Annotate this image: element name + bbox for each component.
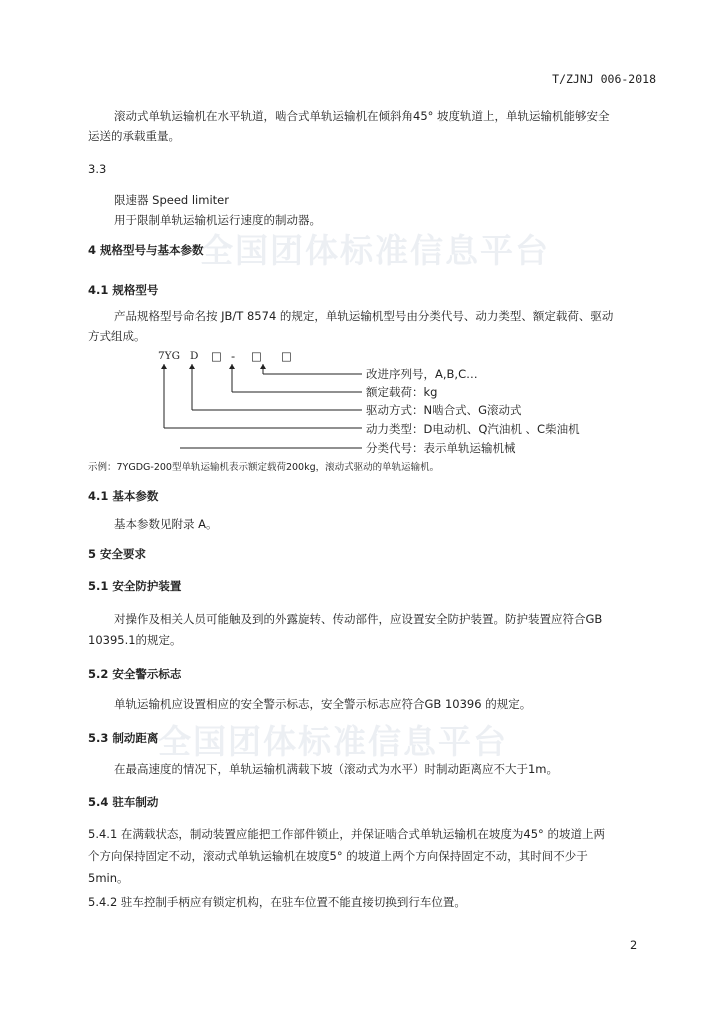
- section-5-1-line2: 10395.1的规定。: [88, 633, 182, 647]
- para-top-line1: 滚动式单轨运输机在水平轨道，啮合式单轨运输机在倾斜角45° 坡度轨道上，单轨运输机能够安全: [114, 109, 610, 123]
- section-5-2-title: 5.2 安全警示标志: [88, 667, 182, 681]
- section-5-4-1-line3: 5min。: [88, 871, 129, 885]
- code-part-load: □: [251, 349, 262, 363]
- section-3-3-term: 限速器 Speed limiter: [114, 193, 229, 207]
- section-5-4-1-line2: 个方向保持固定不动，滚动式单轨运输机在坡度5° 的坡道上两个方向保持固定不动，其时间不少于: [88, 849, 588, 863]
- section-5-3-title: 5.3 制动距离: [88, 731, 159, 745]
- label-drive-mode: 驱动方式：N啮合式、G滚动式: [366, 403, 522, 417]
- section-5-4-2: 5.4.2 驻车控制手柄应有锁定机构，在驻车位置不能直接切换到行车位置。: [88, 895, 466, 909]
- label-classification: 分类代号：表示单轨运输机械: [366, 441, 516, 455]
- code-part-drive: □: [211, 349, 222, 363]
- model-example-note: 示例：7YGDG-200型单轨运输机表示额定载荷200kg，滚动式驱动的单轨运输机。: [88, 462, 440, 473]
- code-part-series: □: [281, 349, 292, 363]
- para-top-line2: 运送的承载重量。: [88, 129, 180, 143]
- arrow-drive: [189, 364, 195, 369]
- label-rated-load: 额定载荷：kg: [366, 385, 438, 399]
- section-3-3-definition: 用于限制单轨运输机运行速度的制动器。: [114, 213, 321, 227]
- section-4-1b-text: 基本参数见附录 A。: [114, 517, 218, 531]
- code-part-power: D: [190, 350, 199, 362]
- section-4-1-line1: 产品规格型号命名按 JB/T 8574 的规定，单轨运输机型号由分类代号、动力类型、额定载荷、驱动: [114, 309, 614, 323]
- code-part-classification: 7YG: [158, 350, 180, 362]
- section-4-1-title: 4.1 规格型号: [88, 283, 159, 297]
- arrow-series: [260, 364, 266, 369]
- section-5-3-text: 在最高速度的情况下，单轨运输机满载下坡（滚动式为水平）时制动距离应不大于1m。: [114, 762, 559, 776]
- section-5-title: 5 安全要求: [88, 547, 147, 561]
- section-4-1-line2: 方式组成。: [88, 329, 146, 343]
- watermark-top: 全国团体标准信息平台: [200, 231, 550, 270]
- section-4-1b-title: 4.1 基本参数: [88, 489, 159, 503]
- section-5-1-line1: 对操作及相关人员可能触及到的外露旋转、传动部件，应设置安全防护装置。防护装置应符合GB: [114, 612, 603, 626]
- section-5-4-1-line1: 5.4.1 在满载状态，制动装置应能把工作部件锁止，并保证啮合式单轨运输机在坡度为45° 的坡道上两: [88, 827, 605, 841]
- code-part-dash: -: [231, 349, 236, 363]
- section-5-1-title: 5.1 安全防护装置: [88, 579, 182, 593]
- page-number: 2: [630, 938, 638, 952]
- label-series: 改进序列号，A,B,C…: [366, 367, 478, 381]
- arrow-power: [161, 364, 167, 369]
- section-4-title: 4 规格型号与基本参数: [88, 243, 204, 257]
- section-3-3-number: 3.3: [88, 162, 107, 176]
- section-5-4-title: 5.4 驻车制动: [88, 795, 159, 809]
- section-5-2-text: 单轨运输机应设置相应的安全警示标志，安全警示标志应符合GB 10396 的规定。: [114, 697, 532, 711]
- label-power-type: 动力类型：D电动机、Q汽油机 、C柴油机: [366, 422, 580, 436]
- header-standard-code: T/ZJNJ 006-2018: [552, 72, 656, 86]
- watermark-bottom: 全国团体标准信息平台: [158, 722, 508, 761]
- arrow-load: [229, 364, 235, 369]
